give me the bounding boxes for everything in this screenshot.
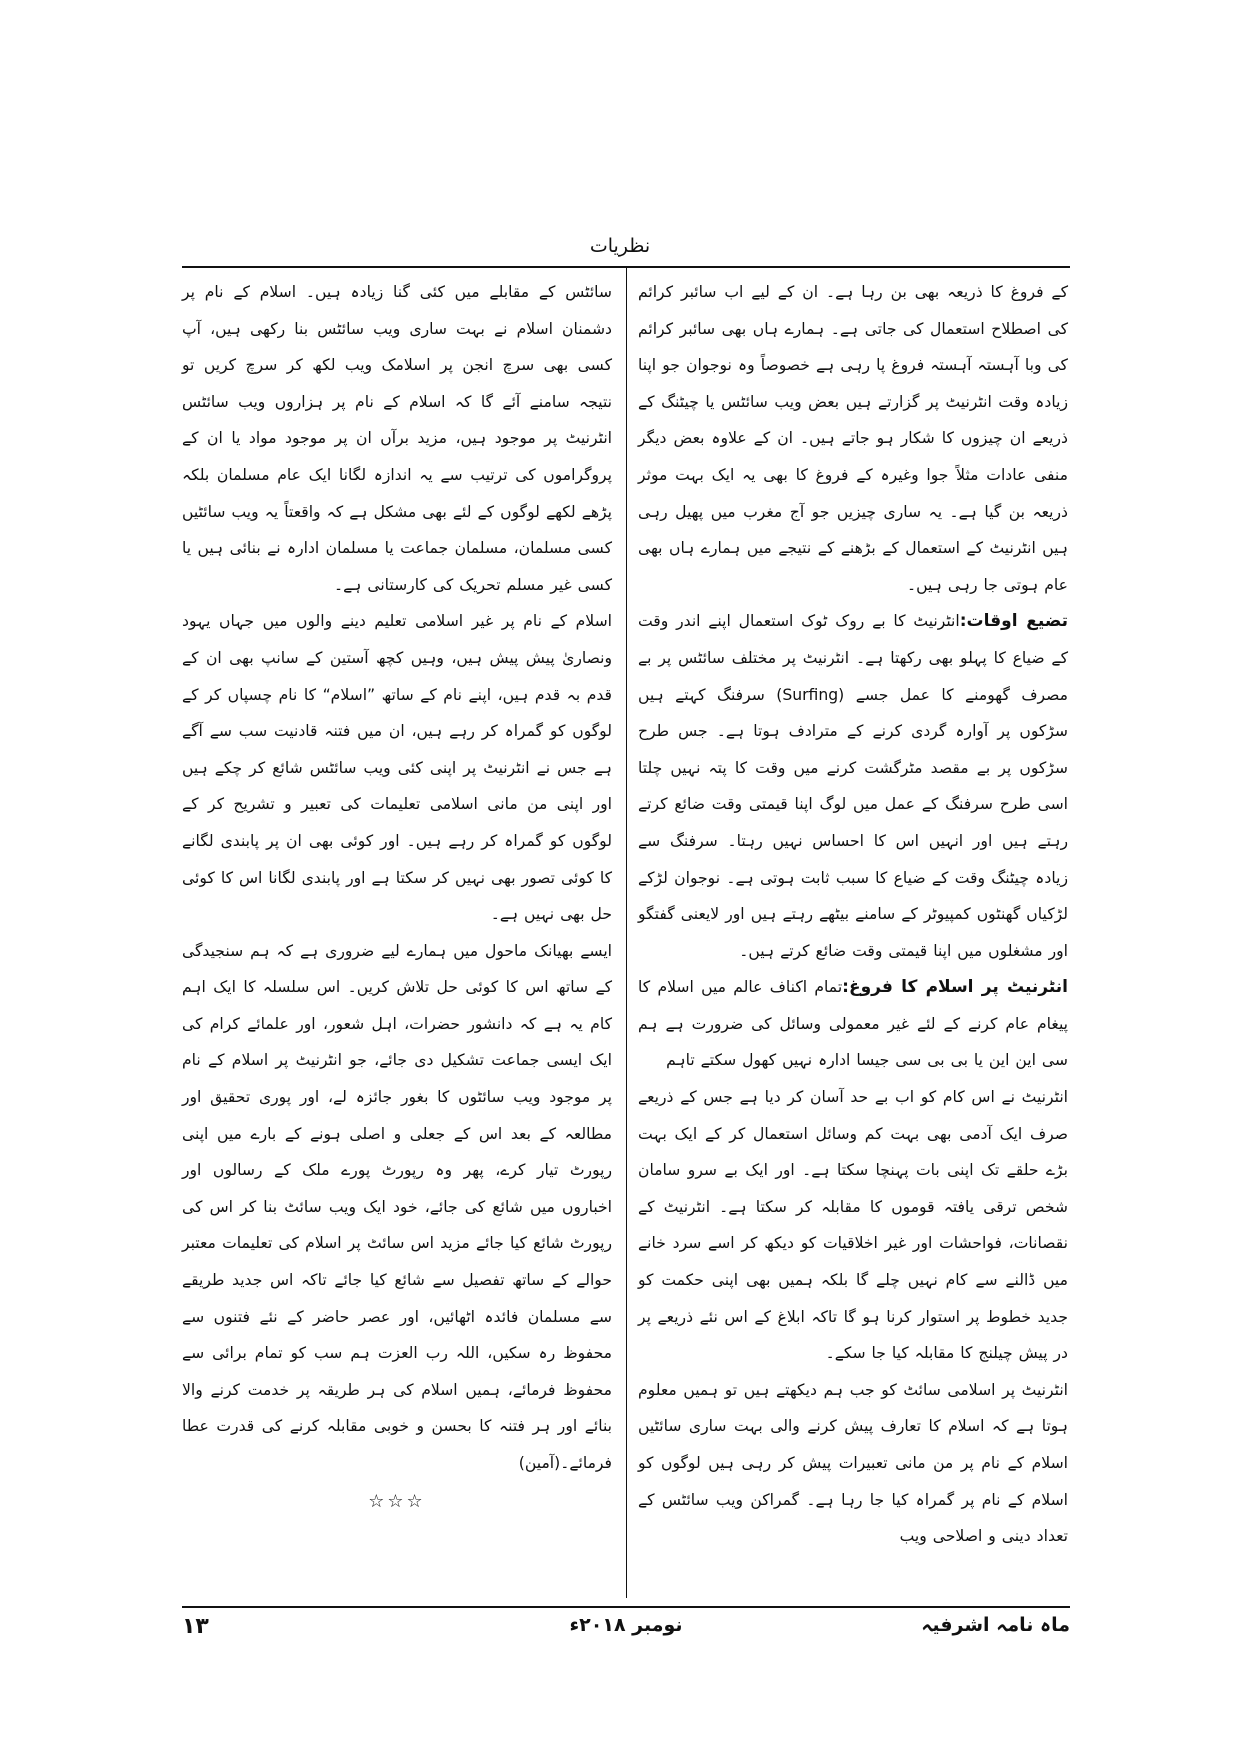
paragraph: کے فروغ کا ذریعہ بھی بن رہا ہے۔ ان کے لیے اب سائبر کرائم کی اصطلاح استعمال کی جاتی ہے۔ ہمارے ہاں بھی سائبر کرائم کی وبا آہستہ آہستہ فروغ پا رہی ہے خصوصاً وہ نوجوان جو اپنا زیادہ وقت انٹرنیٹ پر گزارتے ہیں بعض ویب سائٹس یا چیٹنگ کے ذریعے ان چیزوں کا شکار ہو جاتے ہیں۔ ان کے علاوہ بعض دیگر منفی عادات مثلاً جوا وغیرہ کے فروغ کا بھی یہ ایک بہت موثر ذریعہ بن گیا ہے۔ یہ ساری چیزیں جو آج مغرب میں پھیل رہی ہیں انٹرنیٹ کے استعمال کے بڑھنے کے نتیجے میں ہمارے ہاں بھی عام ہوتی جا رہی ہیں۔: [638, 283, 1068, 594]
issue-date: نومبر ۲۰۱۸ء: [569, 1614, 683, 1636]
paragraph: انٹرنیٹ پر اسلامی سائٹ کو جب ہم دیکھتے ہیں تو ہمیں معلوم ہوتا ہے کہ اسلام کا تعارف پیش کرنے والی بہت ساری سائٹیں اسلام کے نام پر من مانی تعبیرات پیش کر رہی ہیں لوگوں کو اسلام کے نام پر گمراہ کیا جا رہا ہے۔ گمراکن ویب سائٹس کے تعداد دینی و اصلاحی ویب: [638, 1380, 1068, 1546]
column-divider: [626, 268, 627, 1598]
paragraph: سائٹس کے مقابلے میں کئی گنا زیادہ ہیں۔ اسلام کے نام پر دشمنان اسلام نے بہت ساری ویب سائٹس بنا رکھی ہیں، آپ کسی بھی سرچ انجن پر اسلامک ویب لکھ کر سرچ کریں تو نتیجہ سامنے آئے گا کہ اسلام کے نام پر ہزاروں ویب سائٹس انٹرنیٹ پر موجود ہیں، مزید برآں ان پر موجود مواد یا ان کے پروگراموں کی ترتیب سے یہ اندازہ لگانا ایک عام مسلمان بلکہ پڑھے لکھے لوگوں کے لئے بھی مشکل ہے کہ واقعتاً یہ ویب سائٹیں کسی مسلمان، مسلمان جماعت یا مسلمان ادارہ نے بنائی ہیں یا کسی غیر مسلم تحریک کی کارستانی ہے۔: [182, 283, 612, 594]
section-title: نظریات: [589, 235, 651, 257]
footer-rule: [182, 1606, 1070, 1608]
paragraph-text: انٹرنیٹ کا بے روک ٹوک استعمال اپنے اندر وقت کے ضیاع کا پہلو بھی رکھتا ہے۔ انٹرنیٹ پر مختلف سائٹس پر بے مصرف گھومنے کا عمل جسے (Surfing) سرفنگ کہتے ہیں سڑکوں پر آوارہ گردی کرنے کے مترادف ہوتا ہے۔ جس طرح سڑکوں پر بے مقصد مٹرگشت کرنے میں وقت کا پتہ نہیں چلتا اسی طرح سرفنگ کے عمل میں لوگ اپنا قیمتی وقت ضائع کرتے رہتے ہیں اور انہیں اس کا احساس نہیں رہتا۔ سرفنگ سے زیادہ چیٹنگ وقت کے ضیاع کا سبب ثابت ہوتی ہے۔ نوجوان لڑکے لڑکیاں گھنٹوں کمپیوٹر کے سامنے بیٹھے رہتے ہیں اور لایعنی گفتگو اور مشغلوں میں اپنا قیمتی وقت ضائع کرتے ہیں۔: [638, 612, 1069, 960]
subheading: انٹرنیٹ پر اسلام کا فروغ:: [842, 977, 1068, 998]
page-number: ۱۳: [182, 1614, 209, 1639]
journal-name: ماہ نامہ اشرفیہ: [921, 1614, 1070, 1636]
right-column: [638, 274, 1068, 1555]
left-column: [182, 274, 612, 1520]
paragraph: اسلام کے نام پر غیر اسلامی تعلیم دینے والوں میں جہاں یہود ونصاریٰ پیش پیش ہیں، وہیں کچھ آستین کے سانپ بھی ان کے قدم بہ قدم ہیں، اپنے نام کے ساتھ ”اسلام“ کا نام چسپاں کر کے لوگوں کو گمراہ کر رہے ہیں، ان میں فتنہ قادنیت سب سے آگے ہے جس نے انٹرنیٹ پر اپنی کئی ویب سائٹس شائع کر چکے ہیں اور اپنی من مانی اسلامی تعلیمات کی تعبیر و تشریح کر کے لوگوں کو گمراہ کر رہے ہیں۔ اور کوئی بھی ان پر پابندی لگانے کا کوئی تصور بھی نہیں کر سکتا ہے اور پابندی لگانا اس کا کوئی حل بھی نہیں ہے۔: [182, 612, 612, 924]
subheading: تضیع اوقات:: [959, 611, 1068, 632]
paragraph-text: تمام اکناف عالم میں اسلام کا پیغام عام کرنے کے لئے غیر معمولی وسائل کی ضرورت ہے ہم سی این این یا بی بی سی جیسا ادارہ نہیں کھول سکتے تاہم: [638, 978, 1068, 1070]
paragraph: ایسے بھیانک ماحول میں ہمارے لیے ضروری ہے کہ ہم سنجیدگی کے ساتھ اس کا کوئی حل تلاش کریں۔ اس سلسلہ کا ایک اہم کام یہ ہے کہ دانشور حضرات، اہل شعور، اور علمائے کرام کی ایک ایسی جماعت تشکیل دی جائے، جو انٹرنیٹ پر اسلام کے نام پر موجود ویب سائٹوں کا بغور جائزہ لے، اور پوری تحقیق اور مطالعہ کے بعد اس کے جعلی و اصلی ہونے کے بارے میں اپنی رپورٹ تیار کرے، پھر وہ رپورٹ پورے ملک کے رسالوں اور اخباروں میں شائع کی جائے، خود ایک ویب سائٹ بنا کر اس کی رپورٹ شائع کیا جائے مزید اس سائٹ پر اسلام کی تعلیمات معتبر حوالے کے ساتھ تفصیل سے شائع کیا جائے تاکہ اس جدید طریقے سے مسلمان فائدہ اٹھائیں، اور عصر حاضر کے نئے فتنوں سے محفوظ رہ سکیں، اللہ رب العزت ہم سب کو تمام برائی سے محفوظ فرمائے، ہمیں اسلام کی ہر طریقہ پر خدمت کرنے والا بنائے اور ہر فتنہ کا بحسن و خوبی مقابلہ کرنے کی قدرت عطا فرمائے۔(آمین): [182, 941, 612, 1472]
paragraph: [638, 603, 1068, 969]
footer: [182, 1614, 1070, 1648]
end-stars: ☆☆☆: [368, 1490, 426, 1512]
paragraph: انٹرنیٹ نے اس کام کو اب بے حد آسان کر دیا ہے جس کے ذریعے صرف ایک آدمی بھی بہت کم وسائل استعمال کر کے ایک بہت بڑے حلقے تک اپنی بات پہنچا سکتا ہے۔ اور ایک بے سرو سامان شخص ترقی یافتہ قوموں کا مقابلہ کر سکتا ہے۔ انٹرنیٹ کے نقصانات، فواحشات اور غیر اخلاقیات کو دیکھ کر اسے سرد خانے میں ڈالنے سے کام نہیں چلے گا بلکہ ہمیں بھی اپنی حکمت کو جدید خطوط پر استوار کرنا ہو گا تاکہ ابلاغ کے اس نئے ذریعے پر در پیش چیلنج کا مقابلہ کیا جا سکے۔: [638, 1088, 1068, 1363]
paragraph: [638, 969, 1068, 1079]
